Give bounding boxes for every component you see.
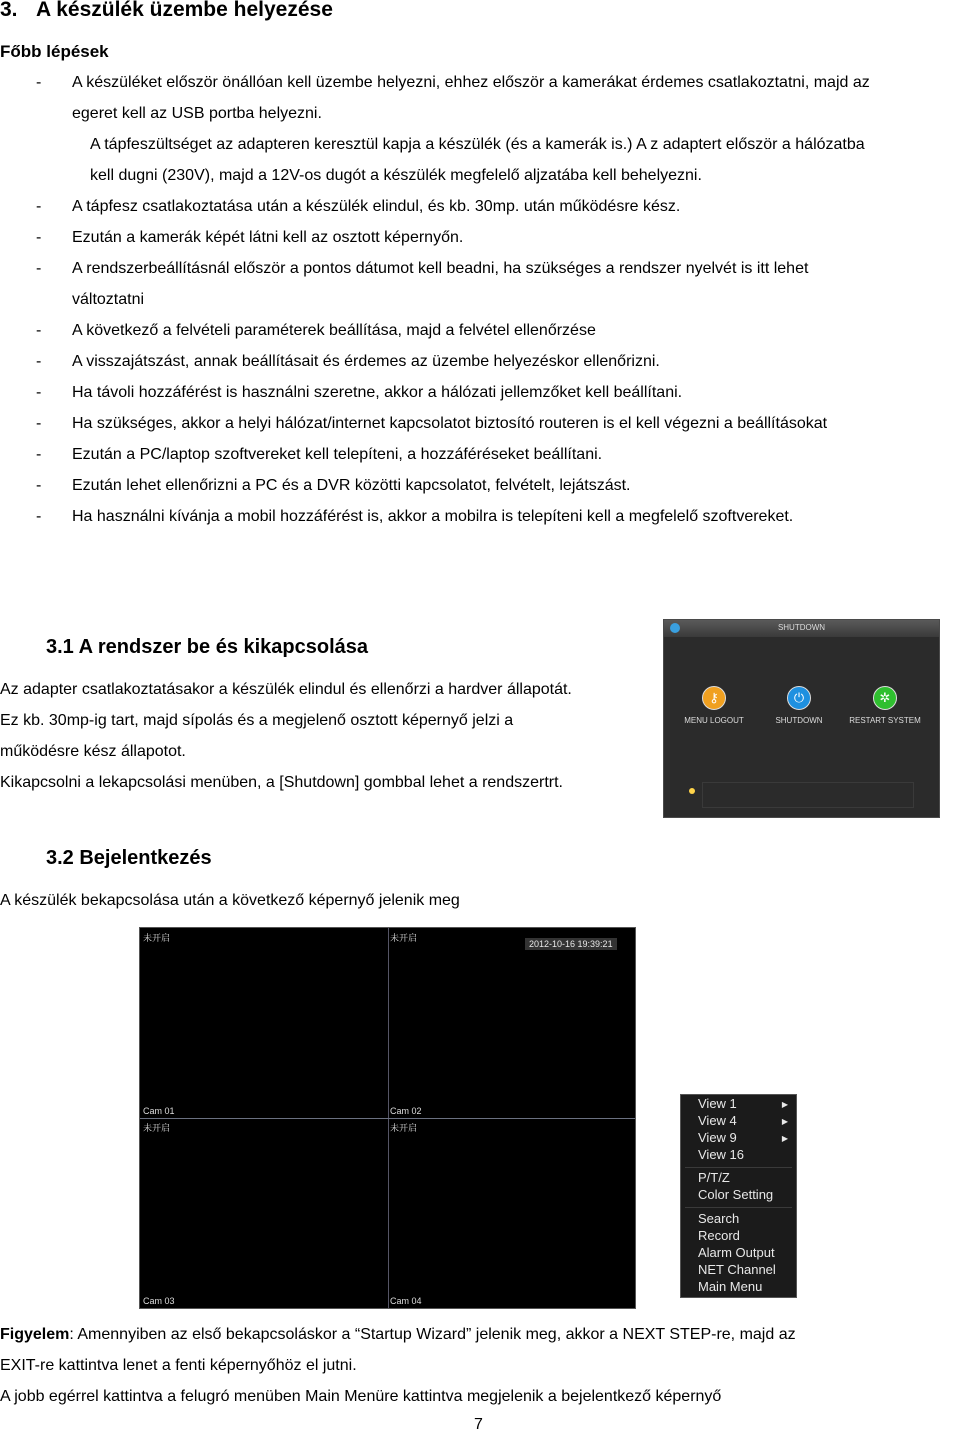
chapter-number: 3.	[0, 0, 18, 21]
menu-item-main-menu[interactable]: Main Menu	[698, 1279, 763, 1294]
cam-label: Cam 02	[390, 1106, 422, 1116]
no-signal-label: 未开启	[143, 1123, 171, 1133]
steps-title: Főbb lépések	[0, 42, 109, 61]
step-text: A rendszerbeállításnál először a pontos dátumot kell beadni, ha szükséges a rendszer nyelvét is itt lehet	[72, 260, 809, 277]
note-line-3: A jobb egérrel kattintva a felugró menüben Main Menüre kattintva megjelenik a bejelentkező képernyő	[0, 1388, 722, 1405]
chapter-heading	[0, 0, 333, 22]
cam-label: Cam 04	[390, 1296, 422, 1306]
menu-item-color-setting[interactable]: Color Setting	[698, 1187, 774, 1202]
menu-logout-label: MENU LOGOUT	[684, 716, 744, 725]
menu-item-ptz[interactable]: P/T/Z	[698, 1170, 730, 1185]
step-text: egeret kell az USB portba helyezni.	[72, 105, 322, 122]
note-line-2: EXIT-re kattintva lenet a fenti képernyőhöz el jutni.	[0, 1357, 357, 1374]
menu-item-record[interactable]: Record	[698, 1228, 740, 1243]
menu-item-net-channel[interactable]: NET Channel	[698, 1262, 776, 1277]
shutdown-button[interactable]	[754, 686, 844, 725]
menu-separator	[685, 1167, 792, 1168]
section-31-line-2: Ez kb. 30mp-ig tart, majd sípolás és a megjelenő osztott képernyő jelzi a	[0, 712, 514, 729]
power-icon: ⏻	[787, 686, 811, 710]
restart-icon: ✲	[873, 686, 897, 710]
shutdown-title-bar	[664, 620, 939, 637]
menu-item-view-4[interactable]: View 4	[698, 1113, 737, 1128]
submenu-arrow-icon: ▶	[781, 1134, 788, 1143]
step-text: kell dugni (230V), majd a 12V-os dugót a készülék megfelelő aljzatába kell behelyezni.	[90, 167, 702, 184]
cam-label: Cam 03	[143, 1296, 175, 1306]
bullet-dash: -	[36, 74, 42, 91]
step-text: A következő a felvételi paraméterek beállítása, majd a felvétel ellenőrzése	[72, 322, 596, 339]
menu-item-view-9[interactable]: View 9	[698, 1130, 737, 1145]
no-signal-label: 未开启	[143, 933, 171, 943]
bullet-dash: -	[36, 384, 42, 401]
status-box	[702, 782, 914, 808]
section-32-line: A készülék bekapcsolása után a következő képernyő jelenik meg	[0, 892, 460, 909]
step-text: A tápfeszültséget az adapteren keresztül kapja a készülék (és a kamerák is.) A z adaptert először a hálózatba	[90, 136, 865, 153]
step-text: Ha használni kívánja a mobil hozzáférést is, akkor a mobilra is telepíteni kell a megfelelő szoftvereket.	[72, 508, 794, 525]
section-31-line-3: működésre kész állapotot.	[0, 743, 186, 760]
lightbulb-icon	[689, 788, 695, 794]
section-31-line-1: Az adapter csatlakoztatásakor a készülék elindul és ellenőrzi a hardver állapotát.	[0, 681, 572, 698]
step-text: A tápfesz csatlakoztatása után a készülék elindul, és kb. 30mp. után működésre kész.	[72, 198, 681, 215]
menu-item-view-1[interactable]: View 1	[698, 1096, 737, 1111]
restart-system-label: RESTART SYSTEM	[849, 716, 921, 725]
no-signal-label: 未开启	[390, 1123, 418, 1133]
note-line-1	[0, 1326, 796, 1344]
note-text: : Amennyiben az első bekapcsoláskor a “Startup Wizard” jelenik meg, akkor a NEXT STEP-re, majd az	[69, 1326, 796, 1343]
menu-separator	[685, 1207, 792, 1208]
step-text: változtatni	[72, 291, 145, 308]
menu-logout-button[interactable]	[669, 686, 759, 725]
key-icon: ⚷	[702, 686, 726, 710]
bullet-dash: -	[36, 415, 42, 432]
section-32-title: 3.2 Bejelentkezés	[46, 847, 212, 869]
bullet-dash: -	[36, 477, 42, 494]
bullet-dash: -	[36, 508, 42, 525]
camera-split-screen	[139, 927, 636, 1309]
cam-label: Cam 01	[143, 1106, 175, 1116]
step-text: A készüléket először önállóan kell üzembe helyezni, ehhez először a kamerákat érdemes csatlakoztatni, majd az	[72, 74, 870, 91]
bullet-dash: -	[36, 198, 42, 215]
menu-item-alarm-output[interactable]: Alarm Output	[698, 1245, 775, 1260]
step-text: Ezután a PC/laptop szoftvereket kell telepíteni, a hozzáféréseket beállítani.	[72, 446, 603, 463]
bullet-dash: -	[36, 322, 42, 339]
bullet-dash: -	[36, 229, 42, 246]
step-text: A visszajátszást, annak beállításait és érdemes az üzembe helyezéskor ellenőrizni.	[72, 353, 660, 370]
note-label: Figyelem	[0, 1326, 70, 1343]
step-text: Ha távoli hozzáférést is használni szeretne, akkor a hálózati jellemzőket kell beállítani.	[72, 384, 683, 401]
submenu-arrow-icon: ▶	[781, 1117, 788, 1126]
step-text: Ezután lehet ellenőrizni a PC és a DVR közötti kapcsolatot, felvételt, lejátszást.	[72, 477, 631, 494]
restart-system-button[interactable]	[840, 686, 930, 725]
datetime-display: 2012-10-16 19:39:21	[525, 938, 617, 950]
page-number: 7	[474, 1416, 483, 1433]
bullet-dash: -	[36, 260, 42, 277]
step-text: Ha szükséges, akkor a helyi hálózat/internet kapcsolatot biztosító routeren is el kell végezni a beállításokat	[72, 415, 828, 432]
bullet-dash: -	[36, 353, 42, 370]
no-signal-label: 未开启	[390, 933, 418, 943]
context-menu	[680, 1094, 797, 1298]
section-31-title: 3.1 A rendszer be és kikapcsolása	[46, 636, 369, 658]
grid-divider-horizontal	[140, 1118, 635, 1119]
shutdown-label: SHUTDOWN	[775, 716, 823, 725]
chapter-title: A készülék üzembe helyezése	[36, 0, 333, 21]
menu-item-view-16[interactable]: View 16	[698, 1147, 745, 1162]
menu-item-search[interactable]: Search	[698, 1211, 740, 1226]
bullet-dash: -	[36, 446, 42, 463]
step-text: Ezután a kamerák képét látni kell az osztott képernyőn.	[72, 229, 464, 246]
section-31-line-4: Kikapcsolni a lekapcsolási menüben, a [Shutdown] gombbal lehet a rendszertrt.	[0, 774, 563, 791]
shutdown-panel	[663, 619, 940, 818]
submenu-arrow-icon: ▶	[781, 1100, 788, 1109]
shutdown-title: SHUTDOWN	[777, 623, 826, 632]
